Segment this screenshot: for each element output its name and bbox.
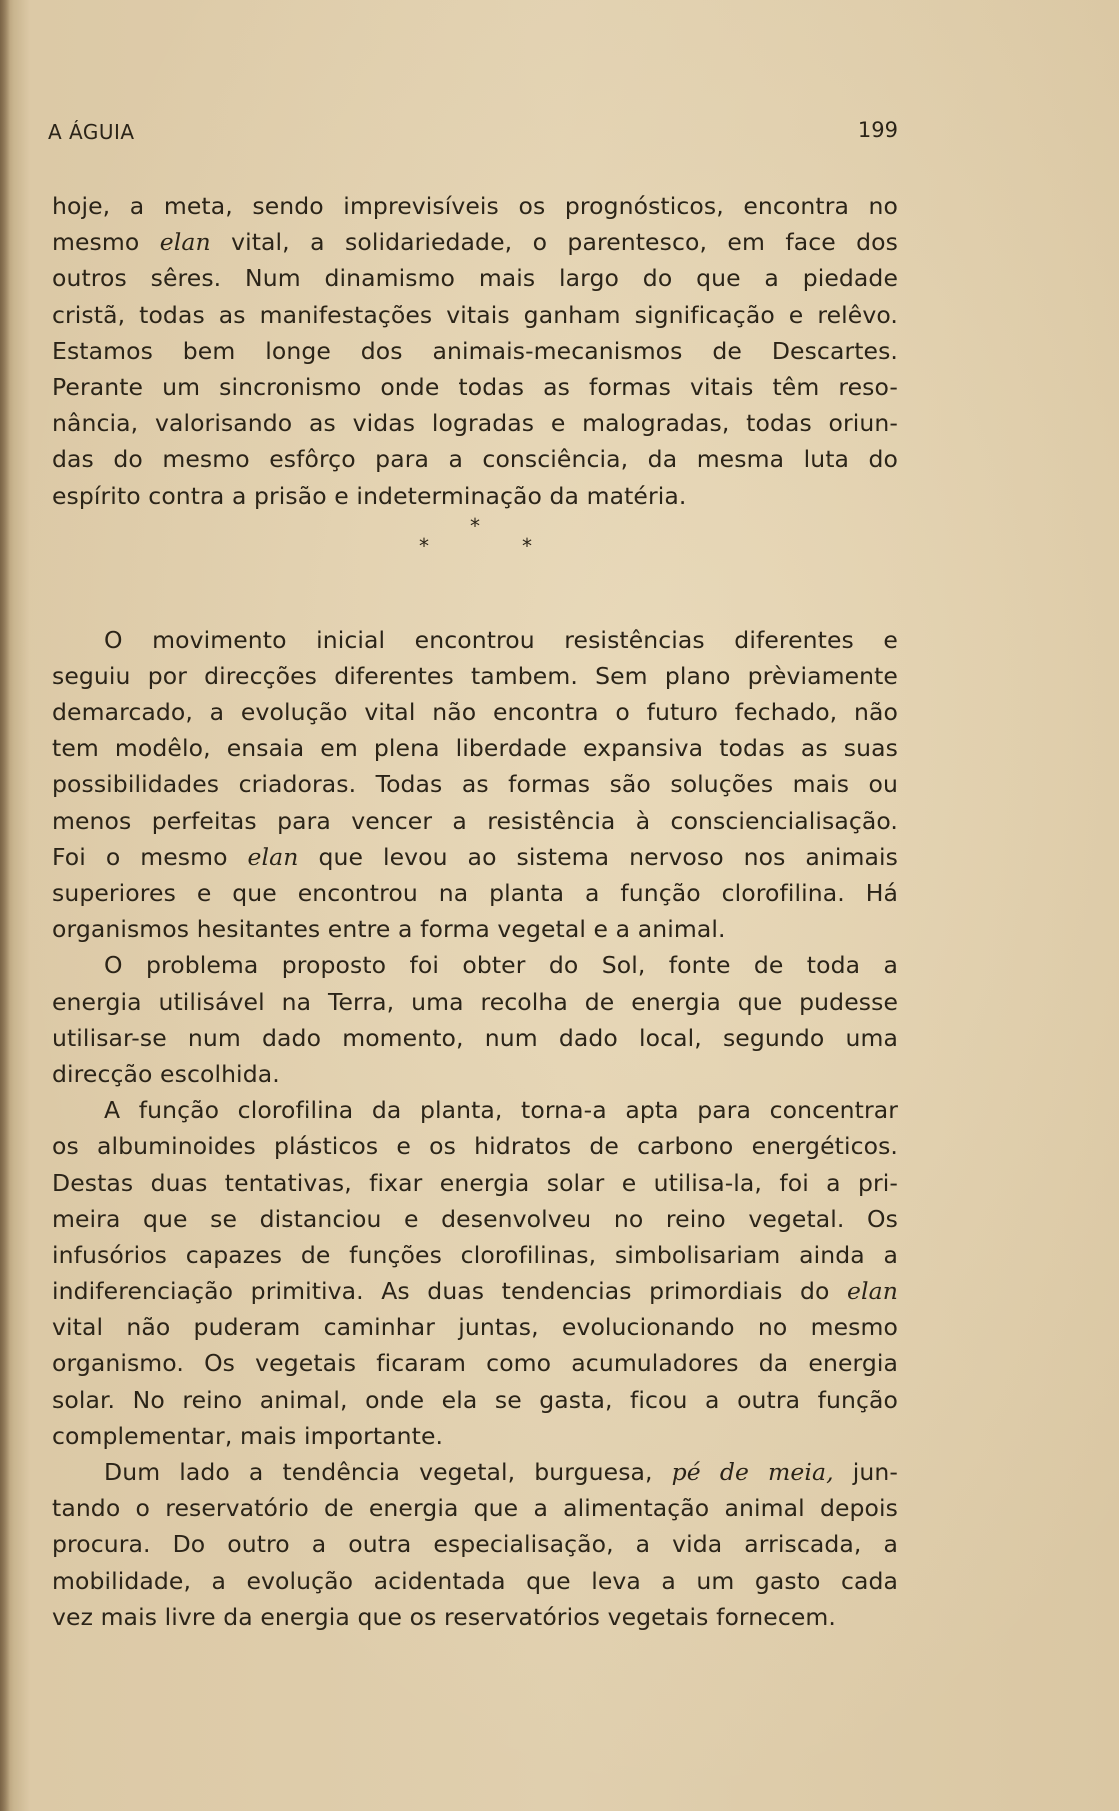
text-line	[52, 766, 898, 802]
text-line	[52, 478, 898, 514]
line-text: mobilidade, a evolução acidentada que leva a um gasto cada	[52, 1566, 898, 1595]
line-text: energia utilisável na Terra, uma recolha de energia que pudesse	[52, 987, 898, 1016]
line-text: organismos hesitantes entre a forma vegetal e a animal.	[52, 915, 726, 944]
line-text: das do mesmo esfôrço para a consciência, da mesma luta do	[52, 445, 898, 474]
line-text: que levou ao sistema nervoso nos animais	[298, 842, 898, 871]
text-line	[52, 1309, 898, 1345]
italic-term: elan	[247, 842, 299, 871]
text-line	[52, 1490, 898, 1526]
text-line	[52, 224, 898, 260]
text-line	[52, 1237, 898, 1273]
line-text: vital, a solidariedade, o parentesco, em face dos	[210, 228, 898, 257]
line-text: Foi o mesmo	[52, 842, 248, 871]
line-text: solar. No reino animal, onde ela se gasta, ficou a outra função	[52, 1385, 898, 1414]
text-line	[52, 984, 898, 1020]
line-text: cristã, todas as manifestações vitais ganham significação e relêvo.	[52, 300, 898, 329]
line-text: indiferenciação primitiva. As duas tendencias primordiais do	[52, 1277, 848, 1306]
line-text: infusórios capazes de funções clorofilinas, simbolisariam ainda a	[52, 1240, 898, 1269]
paragraph-2	[52, 622, 898, 948]
paragraph-4	[52, 1092, 898, 1454]
text-line	[52, 297, 898, 333]
paragraph-5	[52, 1454, 898, 1635]
section-separator	[52, 514, 898, 622]
text-line	[52, 1418, 898, 1454]
text-line	[52, 369, 898, 405]
italic-term: elan	[847, 1277, 898, 1306]
text-line	[52, 260, 898, 296]
line-text: mesmo	[52, 228, 160, 257]
text-line	[52, 658, 898, 694]
paragraph-3	[52, 947, 898, 1092]
asterisk-ornament: *	[522, 533, 532, 558]
line-text: menos perfeitas para vencer a resistência à consciencialisação.	[52, 806, 898, 835]
italic-term: elan	[159, 228, 211, 257]
line-text: complementar, mais importante.	[52, 1421, 444, 1450]
line-text: hoje, a meta, sendo imprevisíveis os prognósticos, encontra no	[52, 192, 898, 220]
text-line	[52, 405, 898, 441]
line-text: outros sêres. Num dinamismo mais largo do que a piedade	[52, 264, 898, 293]
line-text: jun-	[833, 1458, 898, 1486]
line-text: Destas duas tentativas, fixar energia solar e utilisa-la, foi a pri-	[52, 1168, 898, 1197]
journal-title: A ÁGUIA	[48, 120, 135, 144]
line-text: procura. Do outro a outra especialisação, a vida arriscada, a	[52, 1530, 898, 1559]
line-text: nância, valorisando as vidas logradas e malogradas, todas oriun-	[52, 409, 898, 438]
text-line	[52, 1020, 898, 1056]
text-line	[52, 947, 898, 983]
line-text: demarcado, a evolução vital não encontra o futuro fechado, não	[52, 698, 898, 727]
asterisk-ornament: *	[419, 533, 429, 558]
text-line	[52, 875, 898, 911]
line-text: Dum lado a tendência vegetal, burguesa,	[104, 1458, 672, 1486]
text-line	[52, 1092, 898, 1128]
text-line	[52, 622, 898, 658]
text-line	[52, 839, 898, 875]
line-text: meira que se distanciou e desenvolveu no reino vegetal. Os	[52, 1204, 898, 1233]
text-line	[52, 441, 898, 477]
text-line	[52, 730, 898, 766]
line-text: superiores e que encontrou na planta a função clorofilina. Há	[52, 879, 898, 907]
line-text: tando o reservatório de energia que a alimentação animal depois	[52, 1494, 898, 1523]
line-text: possibilidades criadoras. Todas as formas são soluções mais ou	[52, 770, 898, 799]
body-text	[52, 188, 898, 1635]
text-line	[52, 1599, 898, 1635]
text-line	[52, 1382, 898, 1418]
line-text: os albuminoides plásticos e os hidratos de carbono energéticos.	[52, 1132, 898, 1161]
text-line	[52, 1128, 898, 1164]
line-text: organismo. Os vegetais ficaram como acumuladores da energia	[52, 1349, 898, 1378]
line-text: A função clorofilina da planta, torna-a apta para concentrar	[104, 1096, 898, 1125]
running-head	[48, 118, 898, 148]
line-text: vez mais livre da energia que os reservatórios vegetais fornecem.	[52, 1602, 836, 1631]
page-spine-shadow	[0, 0, 10, 1811]
text-line	[52, 333, 898, 369]
asterisk-ornament: *	[470, 513, 480, 538]
text-line	[52, 694, 898, 730]
line-text: espírito contra a prisão e indeterminação da matéria.	[52, 481, 687, 510]
text-line	[52, 1345, 898, 1381]
text-line	[52, 1563, 898, 1599]
text-line	[52, 911, 898, 947]
text-line	[52, 1056, 898, 1092]
paragraph-1	[52, 188, 898, 514]
text-line	[52, 188, 898, 224]
text-line	[52, 1273, 898, 1309]
line-text: vital não puderam caminhar juntas, evolucionando no mesmo	[52, 1313, 898, 1342]
line-text: utilisar-se num dado momento, num dado local, segundo uma	[52, 1023, 898, 1052]
page-number: 199	[857, 118, 898, 142]
line-text: seguiu por direcções diferentes tambem. Sem plano prèviamente	[52, 661, 898, 690]
text-line	[52, 1526, 898, 1562]
italic-term: pé de meia,	[671, 1458, 834, 1486]
line-text: tem modêlo, ensaia em plena liberdade expansiva todas as suas	[52, 734, 898, 763]
text-line	[52, 1201, 898, 1237]
line-text: Estamos bem longe dos animais-mecanismos de Descartes.	[52, 336, 898, 365]
text-line	[52, 803, 898, 839]
line-text: O movimento inicial encontrou resistências diferentes e	[104, 625, 898, 654]
line-text: Perante um sincronismo onde todas as formas vitais têm reso-	[52, 372, 898, 401]
line-text: O problema proposto foi obter do Sol, fonte de toda a	[104, 951, 898, 980]
line-text: direcção escolhida.	[52, 1059, 280, 1088]
text-line	[52, 1165, 898, 1201]
text-line	[52, 1454, 898, 1490]
